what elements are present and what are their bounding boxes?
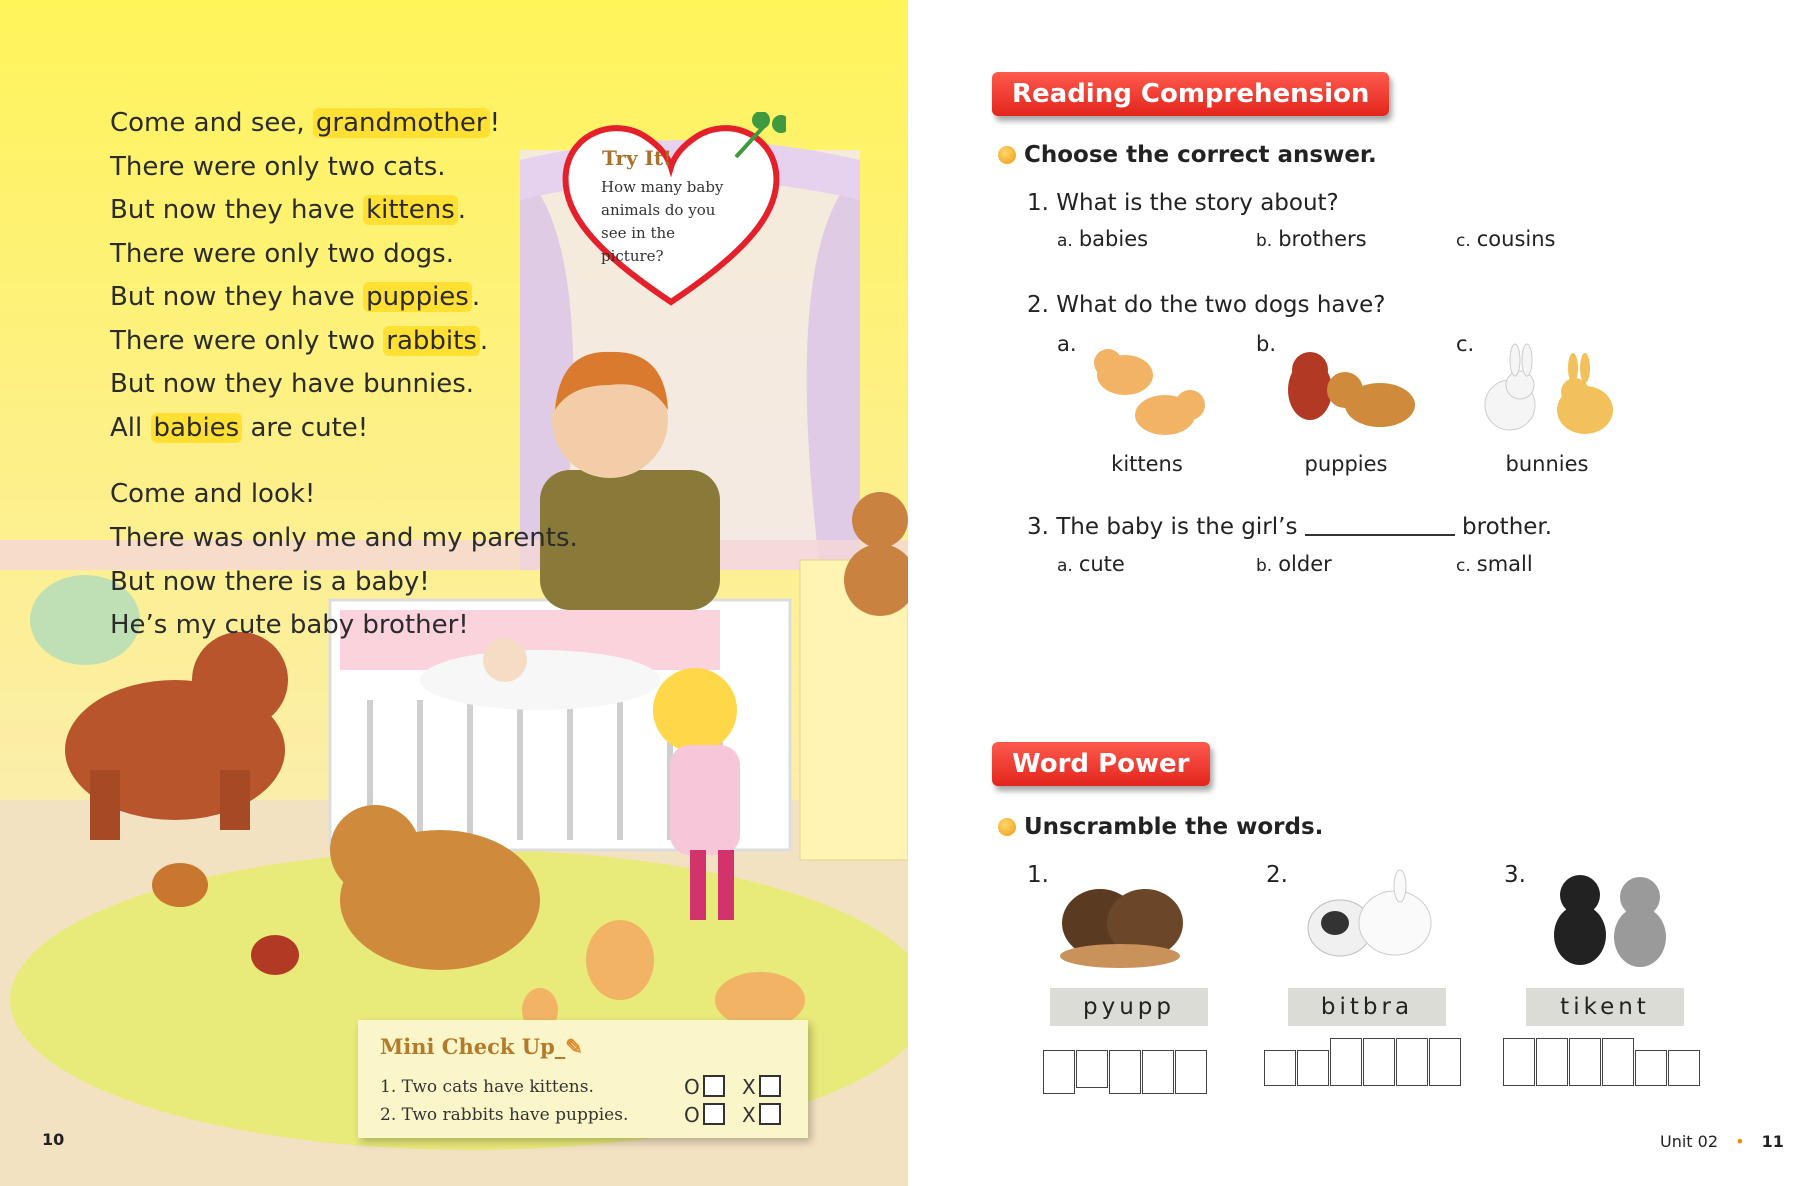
x-checkbox[interactable]: X <box>742 1075 781 1099</box>
picture-label: puppies <box>1304 452 1388 476</box>
mini-check-item: 2. Two rabbits have puppies. <box>380 1105 629 1125</box>
word-number: 1. <box>1027 862 1049 888</box>
word-number: 3. <box>1504 862 1526 888</box>
story-line: He’s my cute baby brother! <box>110 610 469 640</box>
try-it-text: How many baby animals do you see in the picture? <box>601 178 724 265</box>
o-checkbox[interactable]: O <box>684 1075 725 1099</box>
question-3: 3. The baby is the girl’s brother. <box>1027 514 1553 540</box>
story-line: There were only two rabbits . <box>110 326 489 356</box>
o-checkbox[interactable]: O <box>684 1103 725 1127</box>
story-line: There was only me and my parents. <box>110 523 578 553</box>
story-line: There were only two cats. <box>110 152 446 182</box>
x-checkbox[interactable]: X <box>742 1103 781 1127</box>
pencil-icon: ✎ <box>565 1034 583 1059</box>
picture-label: bunnies <box>1505 452 1589 476</box>
story-line: But now they have bunnies. <box>110 369 475 399</box>
bunnies-picture <box>1475 340 1625 450</box>
mini-check-item: 1. Two cats have kittens. <box>380 1077 594 1097</box>
reading-comprehension-banner: Reading Comprehension <box>992 72 1389 116</box>
option[interactable]: c. small <box>1456 552 1533 576</box>
rabbits-photo <box>1300 868 1440 968</box>
word-number: 2. <box>1266 862 1288 888</box>
kittens-picture <box>1080 335 1220 445</box>
puppies-picture <box>1275 345 1425 455</box>
option[interactable]: b. older <box>1256 552 1332 576</box>
option-letter[interactable]: b. <box>1256 332 1277 356</box>
bullet-icon <box>998 146 1016 164</box>
word-power-instruction: Unscramble the words. <box>998 814 1323 840</box>
bullet-icon <box>998 818 1016 836</box>
answer-blank[interactable] <box>1305 514 1455 536</box>
story-line: But now they have kittens . <box>110 195 467 225</box>
story-line: But now they have puppies . <box>110 282 481 312</box>
story-line: Come and see, grandmother ! <box>110 108 501 138</box>
option[interactable]: a. babies <box>1057 227 1149 251</box>
story-line: All babies are cute! <box>110 413 369 443</box>
try-it-title: Try It! <box>602 146 672 170</box>
page-footer: Unit 02 • 11 <box>1660 1132 1784 1151</box>
scrambled-word: pyupp <box>1050 988 1208 1026</box>
scrambled-word: bitbra <box>1288 988 1446 1026</box>
story-line: Come and look! <box>110 479 316 509</box>
question-2: 2. What do the two dogs have? <box>1027 292 1386 318</box>
mini-check-up <box>358 1020 808 1138</box>
option-letter[interactable]: c. <box>1456 332 1475 356</box>
story-line: But now there is a baby! <box>110 567 430 597</box>
option-letter[interactable]: a. <box>1057 332 1077 356</box>
option[interactable]: a. cute <box>1057 552 1125 576</box>
option[interactable]: b. brothers <box>1256 227 1367 251</box>
page-number-left: 10 <box>42 1130 65 1149</box>
kittens-photo <box>1540 865 1680 975</box>
reading-instruction: Choose the correct answer. <box>998 142 1377 168</box>
page-number-right: 11 <box>1761 1132 1784 1151</box>
scrambled-word: tikent <box>1526 988 1684 1026</box>
picture-label: kittens <box>1111 452 1183 476</box>
option[interactable]: c. cousins <box>1456 227 1556 251</box>
story-line: There were only two dogs. <box>110 239 454 269</box>
question-1: 1. What is the story about? <box>1027 190 1339 216</box>
mini-check-title: Mini Check Up_✎ <box>380 1034 583 1059</box>
puppies-photo <box>1050 868 1190 968</box>
word-power-banner: Word Power <box>992 742 1210 786</box>
